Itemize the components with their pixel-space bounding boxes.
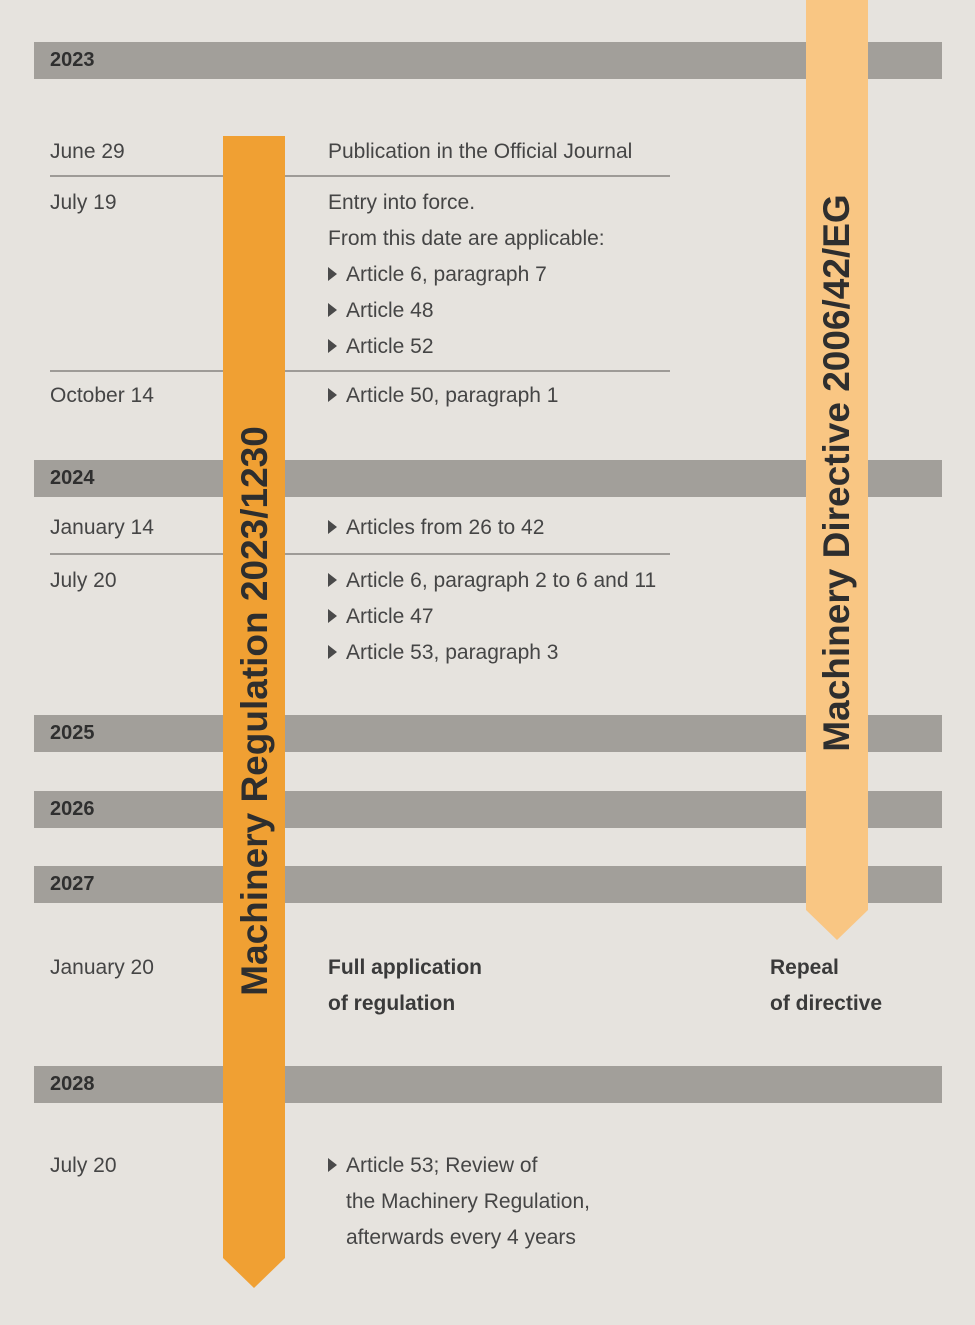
year-label: 2027: [50, 873, 95, 895]
list-item-text: Article 6, paragraph 7: [346, 263, 547, 286]
year-label: 2024: [50, 467, 95, 489]
list-item-continuation: the Machinery Regulation,: [346, 1190, 590, 1213]
event-text: Entry into force.: [328, 191, 476, 214]
list-item-text: Article 50, paragraph 1: [346, 384, 559, 407]
directive-milestone: Repeal: [770, 956, 839, 979]
year-label: 2026: [50, 798, 95, 820]
bullet-triangle-icon: [328, 388, 337, 402]
bullet-triangle-icon: [328, 573, 337, 587]
bullet-triangle-icon: [328, 267, 337, 281]
list-item: [328, 299, 434, 323]
regulation-milestone: of regulation: [328, 992, 456, 1015]
list-item-text: Article 48: [346, 299, 434, 322]
bullet-triangle-icon: [328, 303, 337, 317]
event-text: From this date are applicable:: [328, 227, 605, 250]
year-label: 2028: [50, 1073, 95, 1095]
directive-milestone: of directive: [770, 992, 883, 1015]
event-date: June 29: [50, 140, 125, 163]
year-label: 2025: [50, 722, 95, 744]
regulation-label: Machinery Regulation 2023/1230: [234, 426, 275, 996]
list-item-text: Article 53; Review of: [346, 1154, 538, 1177]
year-bar-2028: [34, 1066, 942, 1103]
bullet-triangle-icon: [328, 339, 337, 353]
list-item: [328, 641, 558, 665]
event-date: July 19: [50, 191, 117, 214]
list-item: [328, 263, 547, 287]
list-item: [328, 384, 558, 408]
year-label: 2023: [50, 49, 95, 71]
bullet-triangle-icon: [328, 520, 337, 534]
list-item-text: Article 52: [346, 335, 434, 358]
bullet-triangle-icon: [328, 609, 337, 623]
bullet-triangle-icon: [328, 645, 337, 659]
list-item: [328, 1154, 537, 1178]
divider: [285, 175, 670, 177]
list-item: [328, 605, 434, 629]
list-item: [328, 335, 434, 359]
event-text: Publication in the Official Journal: [328, 140, 633, 163]
list-item-text: Article 47: [346, 605, 434, 628]
list-item: [328, 569, 656, 593]
regulation-milestone: Full application: [328, 956, 483, 979]
divider: [50, 370, 223, 372]
event-date: January 14: [50, 516, 154, 539]
list-item-text: Article 53, paragraph 3: [346, 641, 559, 664]
divider: [285, 370, 670, 372]
event-date: July 20: [50, 1154, 117, 1177]
divider: [50, 175, 223, 177]
divider: [285, 553, 670, 555]
list-item-text: Article 6, paragraph 2 to 6 and 11: [346, 569, 657, 592]
event-date: January 20: [50, 956, 154, 979]
bullet-triangle-icon: [328, 1158, 337, 1172]
divider: [50, 553, 223, 555]
list-item-continuation: afterwards every 4 years: [346, 1226, 576, 1249]
list-item-text: Articles from 26 to 42: [346, 516, 545, 539]
list-item: [328, 516, 544, 540]
event-date: July 20: [50, 569, 117, 592]
directive-label: Machinery Directive 2006/42/EG: [816, 194, 857, 752]
event-date: October 14: [50, 384, 154, 407]
